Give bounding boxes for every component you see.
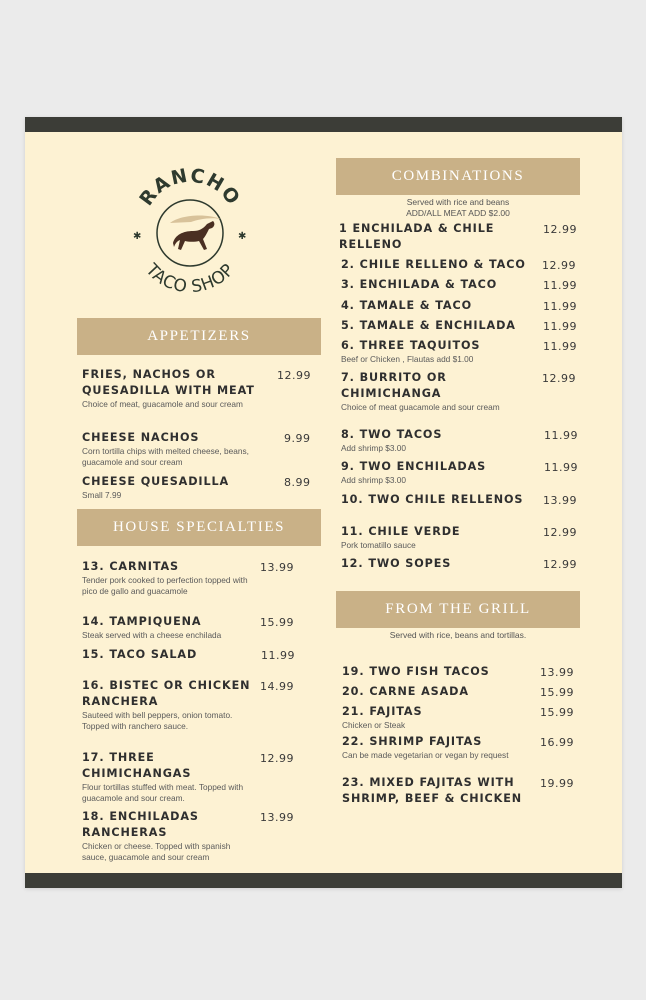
menu-price: 15.99	[540, 686, 574, 699]
menu-item: 19. TWO FISH TACOS	[342, 665, 490, 678]
menu-item: 18. ENCHILADAS RANCHERAS Chicken or cheese. Topped with spanish sauce, guacamole and sour cream	[82, 810, 231, 862]
menu-price: 12.99	[543, 526, 577, 539]
menu-price: 12.99	[543, 558, 577, 571]
menu-item: CHEESE QUESADILLA Small 7.99	[82, 475, 230, 500]
menu-item: 15. TACO SALAD	[82, 648, 198, 661]
svg-text:RANCHO	[135, 165, 244, 210]
menu-price: 16.99	[540, 736, 574, 749]
menu-price: 11.99	[544, 461, 578, 474]
menu-item: 22. SHRIMP FAJITAS Can be made vegetarian or vegan by request	[342, 735, 509, 760]
menu-price: 11.99	[543, 300, 577, 313]
grill-note: Served with rice, beans and tortillas.	[389, 630, 527, 640]
menu-item: 1 ENCHILADA & CHILE RELLENO	[339, 222, 495, 251]
menu-price: 9.99	[284, 432, 311, 445]
menu-item: 10. TWO CHILE RELLENOS	[341, 493, 524, 506]
logo-line2: TACO SHOP	[141, 260, 239, 298]
menu-price: 11.99	[261, 649, 295, 662]
menu-item: 9. TWO ENCHILADAS Add shrimp $3.00	[341, 460, 487, 485]
menu-page	[25, 117, 622, 888]
grill-header: FROM THE GRILL	[336, 591, 580, 628]
menu-price: 15.99	[540, 706, 574, 719]
menu-item: 3. ENCHILADA & TACO	[341, 278, 498, 291]
menu-item: 2. CHILE RELLENO & TACO	[341, 258, 526, 271]
menu-price: 12.99	[543, 223, 577, 236]
menu-price: 11.99	[544, 429, 578, 442]
menu-item: 11. CHILE VERDE Pork tomatillo sauce	[341, 525, 461, 550]
menu-item: 14. TAMPIQUENA Steak served with a cheese enchilada	[82, 615, 222, 640]
bottom-bar	[25, 873, 622, 888]
menu-price: 12.99	[277, 369, 311, 382]
menu-price: 15.99	[260, 616, 294, 629]
svg-text:✱: ✱	[133, 231, 142, 242]
menu-price: 12.99	[542, 259, 576, 272]
logo-line1: RANCHO	[135, 165, 245, 210]
menu-item: 17. THREE CHIMICHANGAS Flour tortillas stuffed with meat. Topped with guacamole and sour cream.	[82, 751, 244, 803]
menu-item: 6. THREE TAQUITOS Beef or Chicken , Flautas add $1.00	[341, 339, 481, 364]
menu-item: 7. BURRITO OR CHIMICHANGA Choice of meat guacamole and sour cream	[341, 371, 500, 412]
menu-item: 4. TAMALE & TACO	[341, 299, 472, 312]
appetizers-header: APPETIZERS	[77, 318, 321, 355]
combinations-note-1: Served with rice and beans	[406, 197, 510, 207]
menu-price: 14.99	[260, 680, 294, 693]
menu-item: CHEESE NACHOS Corn tortilla chips with melted cheese, beans, guacamole and sour cream	[82, 431, 249, 467]
menu-price: 11.99	[543, 279, 577, 292]
menu-item: 21. FAJITAS Chicken or Steak	[342, 705, 423, 730]
svg-text:TACO SHOP	[141, 259, 239, 297]
svg-text:✱: ✱	[238, 231, 247, 242]
menu-price: 19.99	[540, 777, 574, 790]
combinations-note-2: ADD/ALL MEAT ADD $2.00	[406, 208, 510, 218]
menu-item: 5. TAMALE & ENCHILADA	[341, 319, 516, 332]
menu-item: 16. BISTEC OR CHICKEN RANCHERA Sauteed with bell peppers, onion tomato. Topped with ranchero sauce.	[82, 679, 251, 731]
menu-price: 12.99	[260, 752, 294, 765]
menu-price: 13.99	[540, 666, 574, 679]
rancho-logo	[125, 165, 255, 300]
menu-item: 13. CARNITAS Tender pork cooked to perfection topped with pico de gallo and guacamole	[82, 560, 248, 596]
menu-price: 11.99	[543, 340, 577, 353]
menu-price: 11.99	[543, 320, 577, 333]
menu-item: 23. MIXED FAJITAS WITH SHRIMP, BEEF & CHICKEN	[342, 776, 523, 805]
menu-price: 13.99	[260, 811, 294, 824]
menu-price: 12.99	[542, 372, 576, 385]
menu-item: 20. CARNE ASADA	[342, 685, 469, 698]
house-specialties-header: HOUSE SPECIALTIES	[77, 509, 321, 546]
top-bar	[25, 117, 622, 132]
combinations-header: COMBINATIONS	[336, 158, 580, 195]
menu-item: FRIES, NACHOS OR QUESADILLA WITH MEAT Choice of meat, guacamole and sour cream	[82, 368, 255, 409]
menu-item: 8. TWO TACOS Add shrimp $3.00	[341, 428, 443, 453]
menu-price: 13.99	[543, 494, 577, 507]
menu-item: 12. TWO SOPES	[341, 557, 452, 570]
menu-price: 13.99	[260, 561, 294, 574]
horse-icon	[170, 216, 221, 250]
menu-price: 8.99	[284, 476, 311, 489]
